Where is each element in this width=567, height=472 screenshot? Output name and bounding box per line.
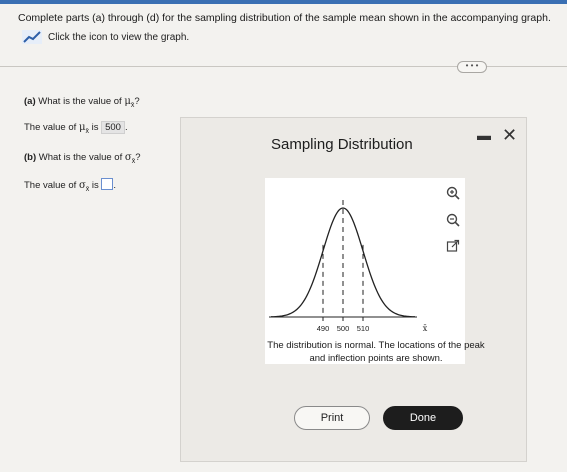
part-a-answer-text: The value of (24, 122, 77, 133)
close-button[interactable]: ✕ (502, 125, 518, 145)
part-b-question-mark: ? (135, 152, 141, 163)
zoom-out-icon[interactable] (446, 213, 460, 227)
x-tick-label: 510 (356, 324, 370, 333)
view-graph-link[interactable] (22, 30, 189, 44)
mu-symbol: μ (124, 96, 131, 107)
part-b-answer-input[interactable] (101, 178, 113, 190)
chart-panel (265, 178, 465, 364)
x-tick-label: 490 (316, 324, 330, 333)
zoom-in-icon[interactable] (446, 186, 460, 200)
more-button[interactable]: • • • (457, 61, 487, 73)
normal-curve-chart (265, 178, 465, 364)
x-tick-label: 500 (336, 324, 350, 333)
x-bar-subscript: x̄ (85, 186, 90, 193)
sigma-symbol: σ (124, 152, 132, 163)
mu-symbol: μ (78, 122, 86, 133)
done-button[interactable]: Done (383, 406, 463, 430)
instruction-text: Complete parts (a) through (d) for the sampling distribution of the sample mean shown in the accompanying graph. (18, 12, 551, 24)
x-bar-subscript: x̄ (131, 158, 136, 165)
part-a-answer (24, 121, 128, 135)
part-a-answer-value[interactable]: 500 (101, 121, 125, 134)
print-button[interactable]: Print (294, 406, 370, 430)
external-link-icon[interactable] (446, 239, 460, 253)
part-a-is: is (91, 122, 99, 133)
part-a-period: . (124, 122, 128, 133)
part-b-question (24, 152, 140, 165)
part-a-question-text: What is the value of (38, 96, 122, 107)
part-a-question (24, 96, 140, 109)
top-accent-bar (0, 0, 567, 4)
x-bar-subscript: x̄ (85, 128, 89, 135)
part-b-answer (24, 178, 116, 193)
part-b-answer-text: The value of (24, 180, 77, 191)
minimize-button[interactable]: ▬ (477, 127, 491, 143)
sigma-symbol: σ (78, 180, 86, 191)
part-b-period: . (113, 180, 117, 191)
x-bar-subscript: x̄ (130, 102, 135, 109)
view-graph-label[interactable]: Click the icon to view the graph. (48, 31, 190, 43)
chart-caption: The distribution is normal. The locations of the peak and inflection points are shown. (267, 340, 485, 364)
part-b-question-text: What is the value of (38, 152, 123, 163)
line-graph-icon[interactable] (22, 30, 42, 44)
part-b-is: is (91, 180, 99, 191)
x-axis-label: x̄ (422, 324, 428, 333)
dialog-title: Sampling Distribution (271, 136, 413, 153)
part-a-label: (a) (24, 96, 36, 107)
part-b-label: (b) (24, 152, 37, 163)
sampling-distribution-dialog (180, 117, 527, 462)
part-a-question-mark: ? (134, 96, 140, 107)
